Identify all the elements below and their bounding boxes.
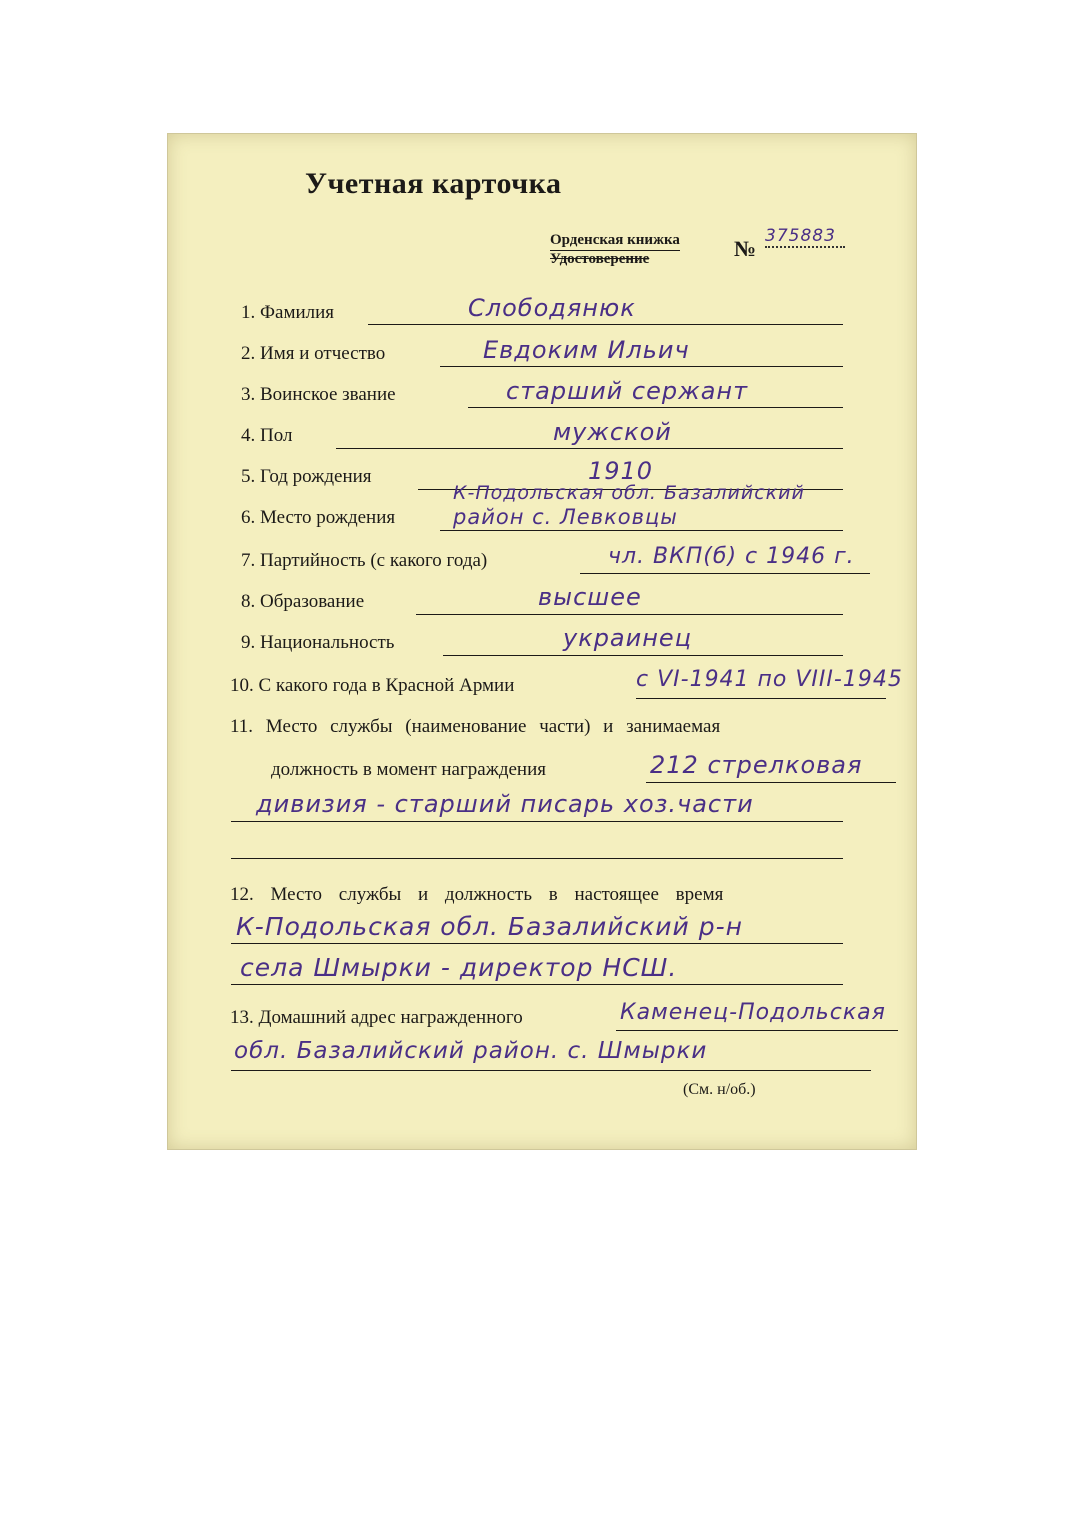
field-value-current-line2: села Шмырки - директор НСШ.	[240, 953, 678, 982]
field-label-service-place: 11. Место службы (наименование части) и занимаемая	[230, 716, 721, 737]
field-value-surname: Слободянюк	[468, 294, 636, 322]
see-reverse-note: (См. н/об.)	[683, 1081, 756, 1098]
field-line-service-3	[231, 858, 843, 859]
field-line-sex	[336, 448, 843, 449]
field-line-birthplace	[440, 530, 843, 531]
field-value-birthplace-line1: К-Подольская обл. Базалийский	[453, 482, 805, 504]
document-type-block	[550, 232, 680, 268]
field-value-party: чл. ВКП(б) с 1946 г.	[608, 544, 855, 569]
number-value: 375883	[765, 226, 836, 246]
field-value-army-years: с VI-1941 по VIII-1945	[636, 667, 903, 692]
field-label-nationality: 9. Национальность	[241, 632, 395, 653]
field-label-current-position: 12. Место службы и должность в настоящее время	[230, 884, 724, 905]
field-value-education: высшее	[538, 583, 642, 611]
field-label-rank: 3. Воинское звание	[241, 384, 396, 405]
field-line-army-years	[636, 698, 886, 699]
field-value-name: Евдоким Ильич	[483, 336, 690, 364]
field-line-rank	[468, 407, 843, 408]
field-value-service-line2: дивизия - старший писарь хоз.части	[256, 790, 754, 818]
field-line-current-1	[231, 943, 843, 944]
field-label-army-years: 10. С какого года в Красной Армии	[230, 675, 515, 696]
field-value-service-line1: 212 стрелковая	[650, 751, 863, 779]
field-line-nationality	[443, 655, 843, 656]
number-label: №	[734, 236, 757, 261]
field-value-sex: мужской	[553, 418, 672, 446]
field-label-surname: 1. Фамилия	[241, 302, 335, 323]
field-line-address-1	[616, 1030, 898, 1031]
field-line-party	[580, 573, 870, 574]
field-value-current-line1: К-Подольская обл. Базалийский р-н	[236, 912, 743, 941]
field-label-birth-year: 5. Год рождения	[241, 466, 372, 487]
field-label-home-address: 13. Домашний адрес награжденного	[230, 1007, 523, 1028]
field-line-name	[440, 366, 843, 367]
order-book-label: Орденская книжка	[550, 232, 680, 251]
field-value-address-line2: обл. Базалийский район. с. Шмырки	[234, 1038, 708, 1064]
field-value-rank: старший сержант	[506, 377, 749, 405]
field-label-party: 7. Партийность (с какого года)	[241, 550, 488, 571]
field-line-service-1	[646, 782, 896, 783]
field-label-education: 8. Образование	[241, 591, 365, 612]
field-label-birthplace: 6. Место рождения	[241, 507, 396, 528]
field-line-current-2	[231, 984, 843, 985]
number-field	[765, 226, 845, 248]
field-label-name: 2. Имя и отчество	[241, 343, 386, 364]
certificate-struck-label: Удостоверение	[550, 251, 650, 267]
field-value-nationality: украинец	[563, 624, 693, 652]
field-label-sex: 4. Пол	[241, 425, 293, 446]
field-line-surname	[368, 324, 843, 325]
field-value-birthplace-line2: район с. Левковцы	[453, 505, 678, 529]
field-label-service-position: должность в момент награждения	[271, 759, 547, 780]
field-line-education	[416, 614, 843, 615]
field-line-service-2	[231, 821, 843, 822]
record-card	[167, 133, 917, 1150]
field-line-address-2	[231, 1070, 871, 1071]
field-value-birth-year: 1910	[588, 457, 654, 485]
card-title: Учетная карточка	[305, 167, 562, 200]
field-value-address-line1: Каменец-Подольская	[620, 1000, 886, 1025]
